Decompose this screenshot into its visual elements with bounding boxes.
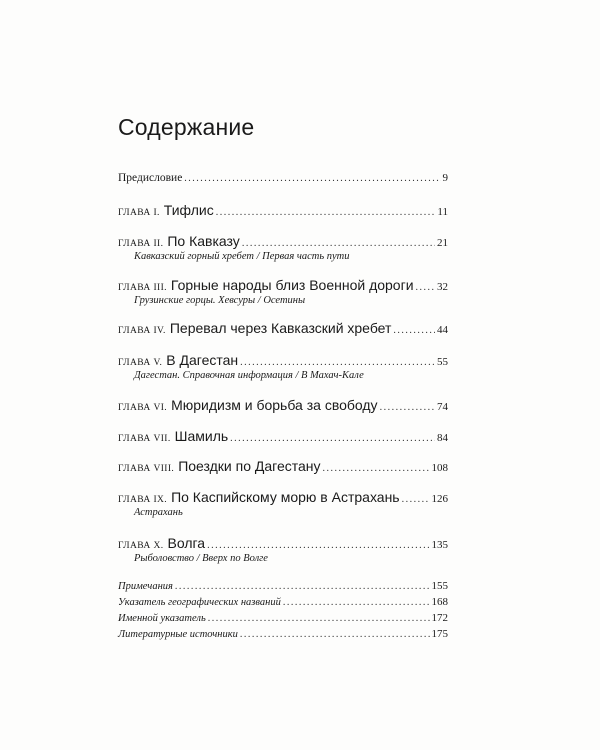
dot-leader [208, 613, 430, 624]
entry-page: 172 [431, 612, 448, 624]
dot-leader [393, 325, 435, 336]
chapter-label: ГЛАВА V. [118, 358, 163, 368]
chapter-title: Мюридизм и борьба за свободу [171, 397, 378, 413]
chapter-page: 21 [437, 237, 448, 249]
chapter-page: 126 [431, 493, 448, 505]
chapter-page: 108 [431, 462, 448, 474]
chapter-title: По Кавказу [167, 233, 240, 249]
chapter-label: ГЛАВА X. [118, 541, 164, 551]
entry-title: Примечания [118, 581, 173, 592]
dot-leader [323, 463, 430, 474]
toc-entry-chapter[interactable] [118, 535, 448, 551]
chapter-title: Перевал через Кавказский хребет [169, 320, 392, 336]
chapter-subsections: Дагестан. Справочная информация / В Махач-Кале [134, 370, 364, 381]
chapter-label: ГЛАВА I. [118, 208, 160, 218]
chapter-title: По Каспийскому морю в Астрахань [171, 489, 400, 505]
toc-entry-backmatter[interactable] [118, 612, 448, 624]
chapter-page: 32 [437, 281, 448, 293]
entry-page: 168 [431, 596, 448, 608]
page-title: Содержание [118, 114, 255, 140]
entry-page: 175 [431, 628, 448, 640]
chapter-page: 44 [437, 324, 448, 336]
chapter-subsections: Кавказский горный хребет / Первая часть пути [134, 251, 350, 262]
toc-entry-chapter[interactable] [118, 458, 448, 474]
entry-title: Указатель географических названий [118, 597, 281, 608]
toc-entry-chapter[interactable] [118, 397, 448, 413]
toc-entry-chapter[interactable] [118, 320, 448, 336]
chapter-subsections: Астрахань [134, 507, 183, 518]
entry-title: Литературные источники [118, 629, 238, 640]
chapter-label: ГЛАВА IV. [118, 326, 166, 336]
dot-leader [242, 238, 435, 249]
chapter-label: ГЛАВА III. [118, 283, 167, 293]
chapter-page: 11 [437, 206, 448, 218]
chapter-title: В Дагестан [166, 352, 239, 368]
entry-page: 155 [431, 580, 448, 592]
entry-title: Именной указатель [118, 613, 206, 624]
chapter-subsections: Грузинские горцы. Хевсуры / Осетины [134, 295, 306, 306]
chapter-page: 55 [437, 356, 448, 368]
chapter-title: Волга [167, 535, 206, 551]
dot-leader [283, 597, 430, 608]
toc-entry-chapter[interactable] [118, 233, 448, 249]
chapter-page: 84 [437, 432, 448, 444]
chapter-page: 74 [437, 401, 448, 413]
toc-entry-chapter[interactable] [118, 428, 448, 444]
toc-entry-backmatter[interactable] [118, 628, 448, 640]
chapter-title: Поездки по Дагестану [178, 458, 321, 474]
dot-leader [380, 402, 435, 413]
chapter-label: ГЛАВА VIII. [118, 464, 175, 474]
chapter-label: ГЛАВА VII. [118, 434, 171, 444]
toc-entry-backmatter[interactable] [118, 596, 448, 608]
chapter-title: Шамиль [174, 428, 229, 444]
toc-entry-chapter[interactable] [118, 489, 448, 505]
dot-leader [184, 173, 440, 184]
dot-leader [216, 207, 436, 218]
chapter-subsections: Рыболовство / Вверх по Волге [134, 553, 268, 564]
dot-leader [402, 494, 430, 505]
entry-page: 9 [442, 172, 448, 184]
chapter-page: 135 [431, 539, 448, 551]
chapter-label: ГЛАВА IX. [118, 495, 168, 505]
toc-entry-chapter[interactable] [118, 352, 448, 368]
chapter-label: ГЛАВА II. [118, 239, 164, 249]
dot-leader [416, 282, 435, 293]
dot-leader [175, 581, 430, 592]
toc-entry-backmatter[interactable] [118, 580, 448, 592]
entry-title: Предисловие [118, 172, 183, 184]
chapter-title: Горные народы близ Военной дороги [170, 277, 414, 293]
dot-leader [240, 357, 435, 368]
dot-leader [240, 629, 430, 640]
toc-entry-chapter[interactable] [118, 202, 448, 218]
dot-leader [207, 540, 429, 551]
chapter-title: Тифлис [163, 202, 214, 218]
toc-entry-chapter[interactable] [118, 277, 448, 293]
dot-leader [230, 433, 435, 444]
toc-entry-preface[interactable] [118, 172, 448, 184]
chapter-label: ГЛАВА VI. [118, 403, 168, 413]
